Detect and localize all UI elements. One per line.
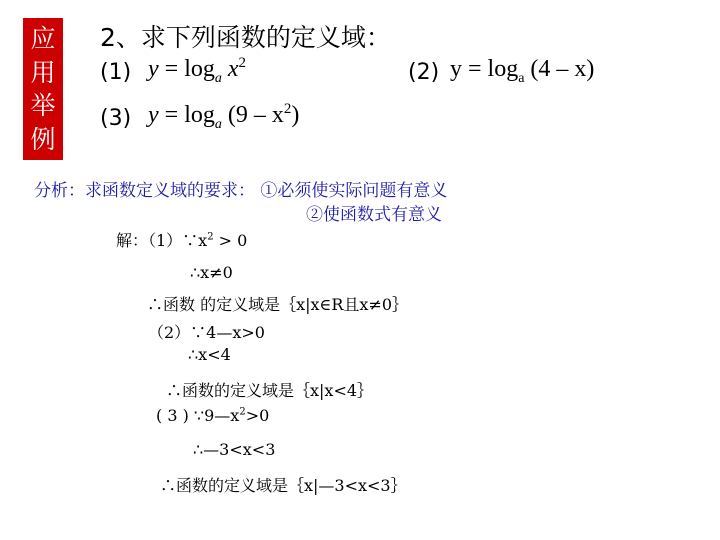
solution-step-6: ∴函数的定义域是｛x|x<4｝ — [166, 381, 374, 400]
solution-step-9: ∴函数的定义域是｛x|—3<x<3｝ — [160, 476, 407, 495]
problem-3-formula: $y = \log_a (9 - x^2)$ — [148, 101, 300, 132]
side-tag-char: 例 — [30, 124, 56, 154]
solution-step-8: ∴—3<x<3 — [193, 440, 276, 459]
side-tag-char: 用 — [30, 57, 56, 87]
solution-step-2: ∴x≠0 — [190, 263, 233, 282]
page-title: 2、求下列函数的定义域： — [100, 23, 391, 52]
side-tag-char: 应 — [30, 24, 56, 54]
problem-1-number: (1) — [100, 60, 132, 85]
analysis-line-2: ②使函数式有意义 — [306, 205, 442, 225]
problem-1-formula: $y = \log_a x^2$ — [148, 55, 247, 86]
problem-3-number: (3) — [100, 106, 132, 131]
solution-step-1: 解：$(1)\because x^2 > 0$ — [116, 231, 248, 250]
solution-step-7: ( 3 ) $\because 9—x^2>0$ — [156, 406, 270, 425]
problem-2-number: (2) — [408, 60, 440, 85]
side-tag-char: 举 — [30, 91, 56, 121]
solution-step-4: （2）∵4—x>0 — [148, 323, 265, 342]
solution-step-3: ∴函数 的定义域是｛x|x∈R且x≠0｝ — [147, 295, 409, 314]
solution-step-5: ∴x<4 — [188, 345, 231, 364]
side-tag — [23, 18, 63, 160]
analysis-line-1: 分析：求函数定义域的要求： ①必须使实际问题有意义 — [34, 181, 448, 201]
problem-2-formula: $y = \log_a (4 - x)$ — [450, 56, 595, 86]
